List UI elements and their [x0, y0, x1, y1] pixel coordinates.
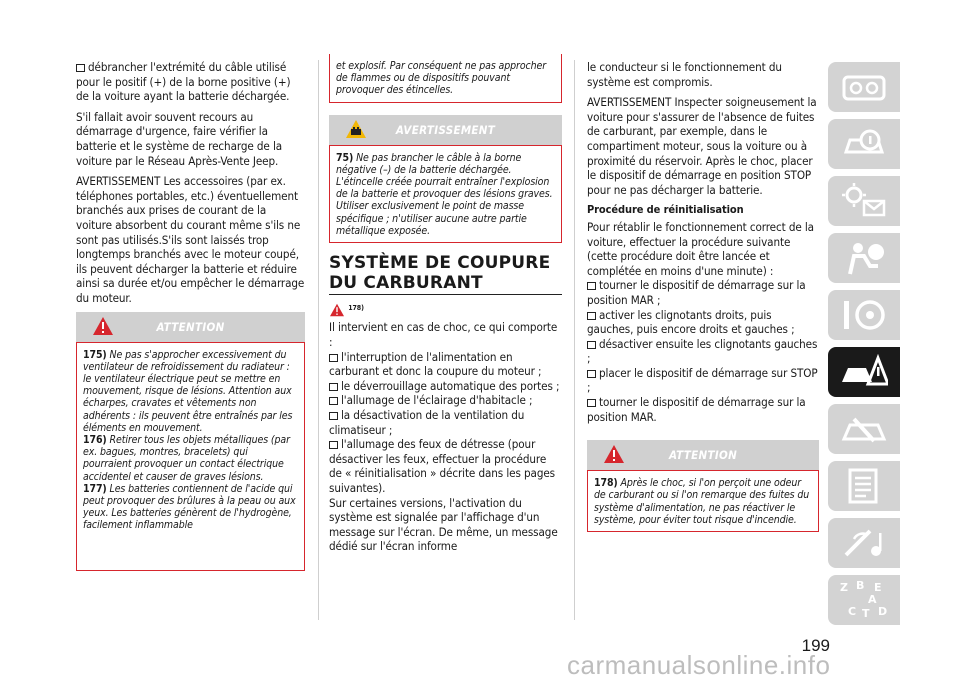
attention-box [76, 342, 305, 571]
attention-title: ATTENTION [668, 448, 738, 463]
bullet-icon [587, 312, 596, 320]
paragraph: le conducteur si le fonctionnement du système est compromis. [587, 60, 782, 89]
warning-box: 75) Ne pas brancher le câble à la borne négative (–) de la batterie déchargée. L'étincelle créée pourrait entraîner l'explosion de la batterie et provoquer des lésions graves. Utiliser exclusivement le point de masse spécifique ; n'utiliser aucune autre partie métallique exposée. [329, 145, 562, 243]
tab-car-dashboard[interactable] [828, 62, 900, 112]
warning-header [329, 115, 562, 145]
list-item: l'interruption de l'alimentation en carburant et donc la coupure du moteur ; [329, 349, 542, 379]
attention-title: ATTENTION [156, 319, 225, 334]
bullet-icon [329, 383, 338, 391]
tab-airbag[interactable] [828, 233, 900, 283]
list-item: tourner le dispositif de démarrage sur la position MAR ; [587, 278, 806, 307]
note-177: 177) Les batteries contiennent de l'acide qui peut provoquer des brûlures à la peau ou aux yeux. Les batteries génèrent de l'hydrogène, facilement inflammable [83, 482, 296, 532]
bullet-icon [587, 399, 596, 407]
bullet-icon [329, 412, 338, 420]
attention-header [587, 440, 819, 470]
warning-title: AVERTISSEMENT [395, 122, 496, 137]
tab-multimedia[interactable] [828, 518, 900, 568]
column-1 [76, 60, 305, 571]
bullet-icon [587, 282, 596, 290]
tab-maintenance[interactable] [828, 404, 900, 454]
list-item: la désactivation de la ventilation du climatiseur ; [329, 408, 525, 437]
lights-icon [840, 183, 888, 219]
warning-triangle-icon [329, 303, 345, 317]
bullet-icon [76, 64, 85, 72]
list-item: l'allumage de l'éclairage d'habitacle ; [329, 393, 562, 408]
bullet-icon [329, 354, 338, 362]
list-item: le déverrouillage automatique des portes ; [329, 379, 562, 394]
tab-car-info[interactable] [828, 119, 900, 169]
index-letters: Z B E A C T D [840, 579, 888, 620]
specs-icon [840, 468, 888, 504]
steering-icon [840, 297, 888, 333]
tab-breakdown[interactable] [828, 347, 900, 397]
car-info-icon [840, 126, 888, 162]
column-2 [329, 60, 562, 554]
column-divider [318, 60, 319, 620]
airbag-icon [840, 240, 888, 276]
bullet-icon [587, 370, 596, 378]
note-175: 175) Ne pas s'approcher excessivement du ventilateur de refroidissement du radiateur : le ventilateur électrique peut se mettre en mouvement, risque de lésions. Attention aux écharpes, cravates et vêtements non adhérents : ils peuvent être entraînés par les éléments en mouvement. [83, 348, 293, 434]
tab-steering[interactable] [828, 290, 900, 340]
bullet-icon [329, 397, 338, 405]
column-divider [574, 60, 575, 620]
paragraph: AVERTISSEMENT Les accessoires (par ex. téléphones portables, etc.) éventuellement branchés aux prises de courant de la voiture absorbent du courant même s'ils ne sont pas utilisés.S'ils sont laissés trop longtemps branchés avec le moteur coupé, ils peuvent décharger la batterie et réduire ainsi sa durée et/ou empêcher le démarrage du moteur. [76, 174, 305, 305]
bullet-icon [587, 341, 596, 349]
attention-header [76, 312, 305, 342]
paragraph: Sur certaines versions, l'activation du système est signalée par l'affichage d'un message sur l'écran. De même, un message dédié sur l'écran informe [329, 495, 558, 554]
car-dashboard-icon [840, 69, 888, 105]
list-item: l'allumage des feux de détresse (pour désactiver les feux, effectuer la procédure de « réinitialisation » décrite dans les pages suivantes). [329, 437, 555, 496]
intro-text: Il intervient en cas de choc, ce qui comporte : [329, 320, 558, 350]
section-heading: SYSTÈME DE COUPURE DU CARBURANT [329, 253, 562, 295]
watermark: carmanualsonline.info [567, 650, 831, 680]
tab-lights[interactable] [828, 176, 900, 226]
page-number: 199 [801, 636, 830, 655]
tab-specs[interactable] [828, 461, 900, 511]
maintenance-icon [840, 411, 888, 447]
paragraph: S'il fallait avoir souvent recours au démarrage d'urgence, faire vérifier la batterie et le système de recharge de la voiture par le Réseau Après-Vente Jeep. [76, 109, 283, 168]
attention-box: 178) Après le choc, si l'on perçoit une odeur de carburant ou si l'on remarque des fuites du système d'alimentation, ne pas réactiver le système, pour éviter tout risque d'incendie. [587, 470, 819, 532]
list-item: placer le dispositif de démarrage sur STOP ; [587, 365, 818, 395]
paragraph: AVERTISSEMENT Inspecter soigneusement la voiture pour s'assurer de l'absence de fuites de carburant, par exemple, dans le compartiment moteur, sous la voiture ou à proximité du réservoir. Après le choc, placer le dispositif de démarrage en position STOP pour ne pas décharger la batterie. [587, 95, 817, 197]
reference: 178) [329, 301, 562, 318]
tab-index[interactable] [828, 575, 900, 625]
paragraph: débrancher l'extrémité du câble utilisé pour le positif (+) de la borne positive (+) de la voiture ayant la batterie déchargée. [76, 60, 291, 104]
list-item: tourner le dispositif de démarrage sur la position MAR. [587, 395, 806, 424]
column-3 [587, 60, 819, 532]
bullet-icon [329, 441, 338, 449]
breakdown-icon [840, 354, 888, 390]
multimedia-icon [840, 525, 888, 561]
subheading: Procédure de réinitialisation [587, 203, 744, 217]
note-176: 176) Retirer tous les objets métalliques (par ex. bagues, montres, bracelets) qui pourraient provoquer un contact électrique accidentel et causer de graves lésions. [83, 433, 290, 483]
list-item: activer les clignotants droits, puis gauches, puis encore droits et gauches ; [587, 307, 795, 337]
list-item: désactiver ensuite les clignotants gauches ; [587, 336, 818, 366]
paragraph: Pour rétablir le fonctionnement correct de la voiture, effectuer la procédure suivante (cette procédure doit être lancée et complétée en moins d'une minute) : [587, 219, 814, 278]
attention-box-continued: et explosif. Par conséquent ne pas approcher de flammes ou de dispositifs pouvant provoquer des étincelles. [329, 54, 562, 103]
chapter-tabs [828, 62, 900, 632]
